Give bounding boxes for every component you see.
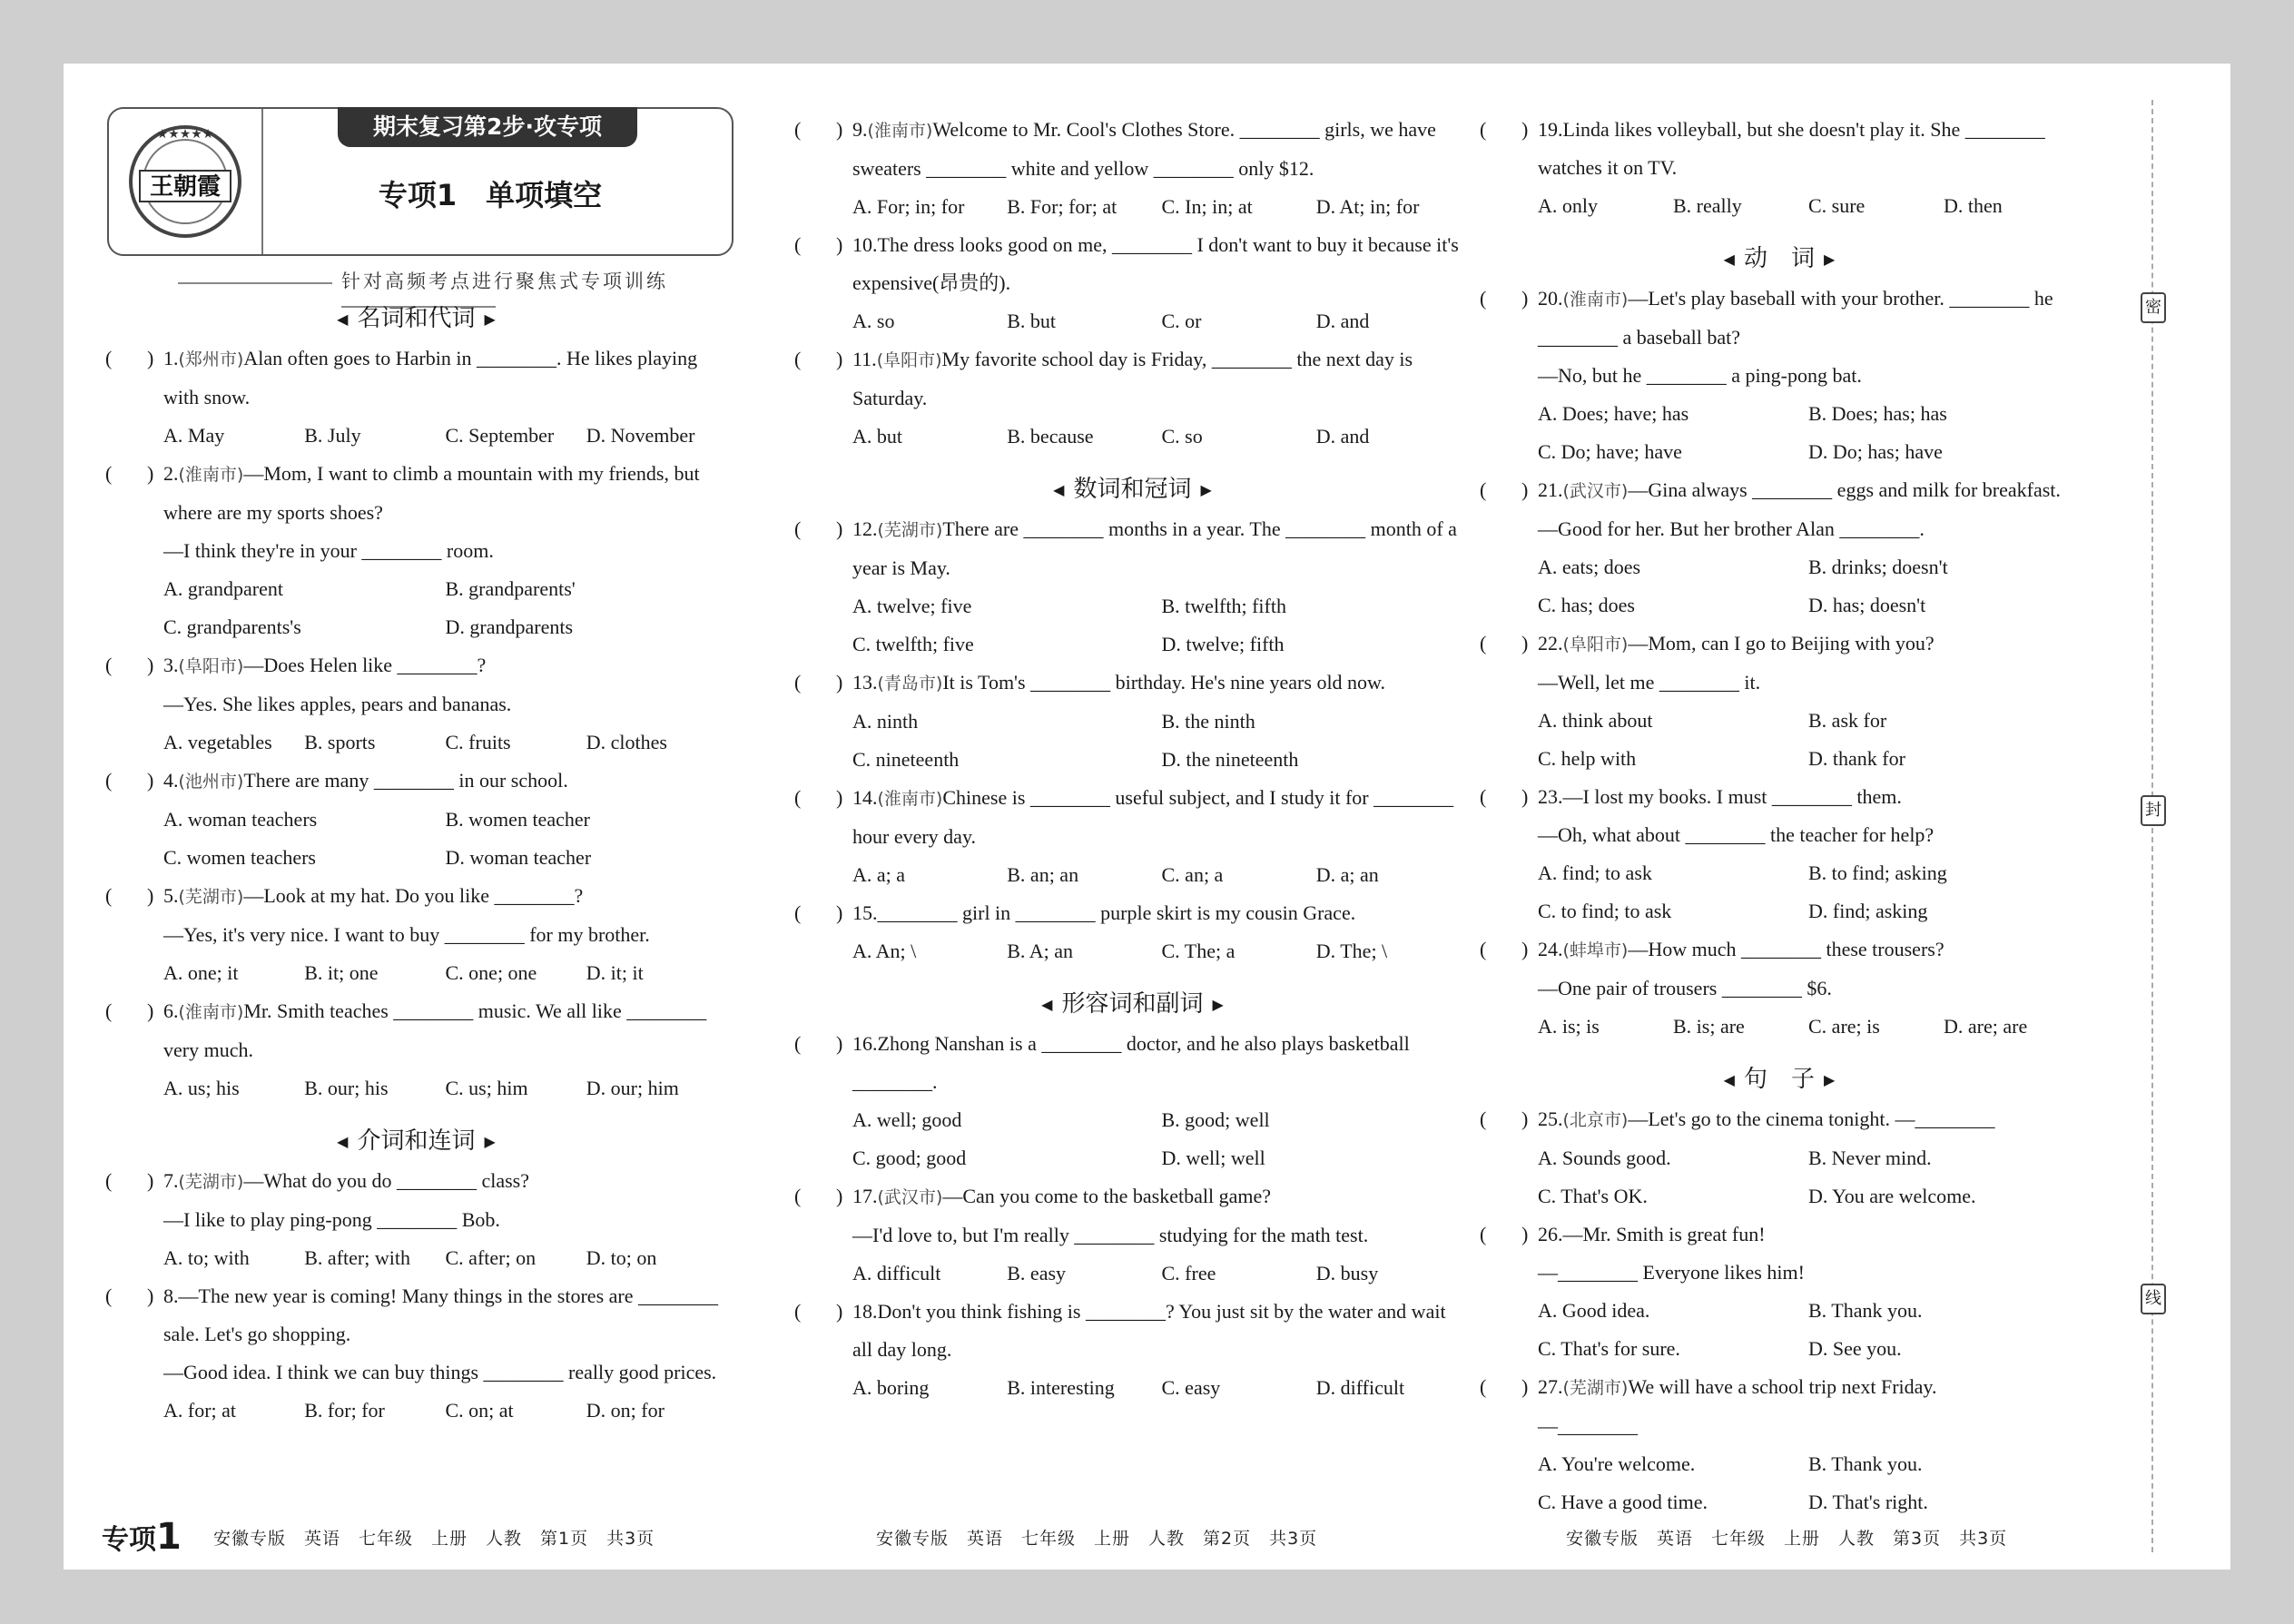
triangle-right-icon: ▶ (1212, 995, 1224, 1013)
option: A. Good idea. (1538, 1299, 1650, 1322)
option: A. so (852, 310, 895, 332)
option: C. or (1161, 310, 1202, 332)
answer-bracket[interactable] (1480, 111, 1534, 149)
option: A. to; with (163, 1246, 250, 1269)
question-22: ( ) 22.(阜阳市)—Mom, can I go to Beijing with you? —Well, let me ________ it. A. think about B. ask for C. help with D. thank for (1480, 625, 2079, 778)
option: B. July (304, 424, 361, 447)
option: B. but (1007, 310, 1057, 332)
topic-title: 专项1 单项填空 (378, 178, 603, 212)
option: D. thank for (1808, 747, 1905, 770)
answer-bracket[interactable] (105, 992, 160, 1030)
answer-bracket[interactable] (1480, 930, 1534, 969)
options (852, 856, 1471, 894)
option: D. well; well (1161, 1147, 1265, 1169)
brand-logo (109, 109, 263, 254)
section-title-noun-pronoun: ◀ 名词和代词 ▶ (337, 305, 496, 332)
options (1538, 854, 2079, 930)
option: B. to find; asking (1808, 861, 1947, 884)
options (852, 418, 1471, 456)
page-footer-1: 安徽专版 英语 七年级 上册 人教 第1页 共3页 (213, 1529, 655, 1549)
option: D. difficult (1315, 1376, 1405, 1399)
option: B. really (1673, 194, 1742, 217)
option: B. an; an (1007, 863, 1079, 886)
page-footer-2: 安徽专版 英语 七年级 上册 人教 第2页 共3页 (876, 1529, 1318, 1549)
logo-text: 王朝霞 (149, 173, 222, 200)
question-18: ( ) 18.Don't you think fishing is ________? You just sit by the water and wait all day long. A. boring B. interesting C. easy D. difficult (794, 1293, 1471, 1407)
option: D. and (1315, 425, 1370, 448)
option: B. our; his (304, 1077, 389, 1099)
triangle-right-icon: ▶ (484, 310, 496, 328)
question-4: ( ) 4.(池州市)There are many ________ in our school. A. woman teachers B. women teacher C. women teachers D. woman teacher (105, 762, 727, 877)
option: C. free (1161, 1262, 1216, 1284)
question-3: ( ) 3.(阜阳市)—Does Helen like ________? —Yes. She likes apples, pears and bananas. A. vegetables B. sports C. fruits D. clothes (105, 646, 727, 762)
section-title-verb: ◀ 动 词 ▶ (1723, 245, 1836, 272)
option: B. sports (304, 731, 376, 753)
option: D. our; him (586, 1077, 679, 1099)
answer-bracket[interactable] (1480, 1216, 1534, 1254)
option: C. fruits (445, 731, 511, 753)
column-left (105, 285, 727, 1430)
answer-bracket[interactable] (794, 664, 849, 702)
option: A. one; it (163, 961, 239, 984)
answer-bracket[interactable] (794, 510, 849, 548)
option: D. You are welcome. (1808, 1185, 1976, 1207)
option: A. May (163, 424, 225, 447)
option: C. easy (1161, 1376, 1221, 1399)
options (852, 587, 1471, 664)
question-23: ( ) 23.—I lost my books. I must ________ them. —Oh, what about ________ the teacher for help? A. find; to ask B. to find; asking C. to find; to ask D. find; asking (1480, 778, 2079, 930)
answer-bracket[interactable] (794, 1177, 849, 1216)
option: D. November (586, 424, 695, 447)
options (852, 703, 1471, 779)
question-6: ( ) 6.(淮南市)Mr. Smith teaches ________ music. We all like ________ very much. A. us; his B. our; his C. us; him D. our; him (105, 992, 727, 1107)
option: D. and (1315, 310, 1370, 332)
options (852, 1255, 1471, 1293)
option: C. September (445, 424, 555, 447)
answer-bracket[interactable] (794, 226, 849, 264)
options (163, 417, 727, 455)
svg-text:★★★★★: ★★★★★ (156, 128, 214, 142)
option: C. help with (1538, 747, 1637, 770)
option: B. interesting (1007, 1376, 1115, 1399)
option: C. are; is (1808, 1015, 1880, 1038)
cut-mark: 封 (2141, 795, 2166, 826)
option: D. At; in; for (1315, 195, 1420, 218)
option: C. us; him (445, 1077, 528, 1099)
option: C. In; in; at (1161, 195, 1253, 218)
option: D. That's right. (1808, 1491, 1928, 1513)
triangle-right-icon: ▶ (1200, 480, 1212, 498)
options (1538, 1008, 2079, 1046)
option: D. clothes (586, 731, 667, 753)
answer-bracket[interactable] (1480, 1100, 1534, 1138)
option: D. the nineteenth (1161, 748, 1299, 771)
question-17: ( ) 17.(武汉市)—Can you come to the basketball game? —I'd love to, but I'm really ________ studying for the math test. A. difficult B. easy C. free D. busy (794, 1177, 1471, 1293)
question-15: ( ) 15.________ girl in ________ purple skirt is my cousin Grace. A. An; \ B. A; an C. The; a D. The; \ (794, 894, 1471, 970)
option: D. See you. (1808, 1337, 1902, 1360)
options (163, 1392, 727, 1430)
header-box (107, 107, 733, 256)
question-16: ( ) 16.Zhong Nanshan is a ________ doctor, and he also plays basketball ________. A. well; good B. good; well C. good; good D. well; well (794, 1025, 1471, 1177)
option: A. An; \ (852, 940, 917, 962)
option: C. That's for sure. (1538, 1337, 1680, 1360)
option: A. for; at (163, 1399, 237, 1422)
options (852, 1101, 1471, 1177)
answer-bracket[interactable] (1480, 280, 1534, 318)
answer-bracket[interactable] (105, 646, 160, 684)
triangle-left-icon: ◀ (1041, 995, 1053, 1013)
option: C. That's OK. (1538, 1185, 1648, 1207)
options (163, 801, 727, 877)
option: A. vegetables (163, 731, 272, 753)
option: C. sure (1808, 194, 1866, 217)
question-11: ( ) 11.(阜阳市)My favorite school day is Friday, ________ the next day is Saturday. A. but B. because C. so D. and (794, 340, 1471, 456)
exam-sheet (64, 64, 2230, 1570)
option: B. after; with (304, 1246, 410, 1269)
option: A. a; a (852, 863, 906, 886)
question-14: ( ) 14.(淮南市)Chinese is ________ useful subject, and I study it for ________ hour every day. A. a; a B. an; an C. an; a D. a; an (794, 779, 1471, 894)
answer-bracket[interactable] (794, 111, 849, 149)
answer-bracket[interactable] (1480, 625, 1534, 663)
answer-bracket[interactable] (1480, 1368, 1534, 1406)
option: C. Have a good time. (1538, 1491, 1708, 1513)
option: B. Thank you. (1808, 1452, 1923, 1475)
options (163, 954, 727, 992)
option: A. well; good (852, 1108, 962, 1131)
options (852, 188, 1471, 226)
question-8: ( ) 8.—The new year is coming! Many things in the stores are ________ sale. Let's go shopping. —Good idea. I think we can buy things ________ really good prices. A. for; at B. for; for C. on; at D. on; for (105, 1277, 727, 1430)
options (852, 932, 1471, 970)
option: C. so (1161, 425, 1203, 448)
options (1538, 187, 2079, 225)
option: B. twelfth; fifth (1161, 595, 1286, 617)
question-25: ( ) 25.(北京市)—Let's go to the cinema tonight. —________ A. Sounds good. B. Never mind. C. That's OK. D. You are welcome. (1480, 1100, 2079, 1216)
answer-bracket[interactable] (794, 1025, 849, 1063)
option: C. to find; to ask (1538, 900, 1672, 922)
option: B. it; one (304, 961, 379, 984)
section-title-num-article: ◀ 数词和冠词 ▶ (1053, 476, 1212, 503)
options (1538, 702, 2079, 778)
question-12: ( ) 12.(芜湖市)There are ________ months in a year. The ________ month of a year is May. A. twelve; five B. twelfth; fifth C. twelfth; five D. twelve; fifth (794, 510, 1471, 664)
options (1538, 1292, 2079, 1368)
option: B. drinks; doesn't (1808, 556, 1948, 578)
option: C. The; a (1161, 940, 1236, 962)
option: B. because (1007, 425, 1094, 448)
option: C. grandparents's (163, 615, 301, 638)
option: B. Does; has; has (1808, 402, 1947, 425)
option: B. Never mind. (1808, 1147, 1932, 1169)
option: C. one; one (445, 961, 537, 984)
option: B. easy (1007, 1262, 1067, 1284)
answer-bracket[interactable] (105, 762, 160, 800)
question-19: ( ) 19.Linda likes volleyball, but she doesn't play it. She ________ watches it on TV. A. only B. really C. sure D. then (1480, 111, 2079, 225)
answer-bracket[interactable] (794, 340, 849, 379)
question-21: ( ) 21.(武汉市)—Gina always ________ eggs and milk for breakfast. —Good for her. But her brother Alan ________. A. eats; does B. drinks; doesn't C. has; does D. has; doesn't (1480, 471, 2079, 625)
question-24: ( ) 24.(蚌埠市)—How much ________ these trousers? —One pair of trousers ________ $6. A. is; is B. is; are C. are; is D. are; are (1480, 930, 2079, 1046)
option: B. the ninth (1161, 710, 1255, 733)
option: D. twelve; fifth (1161, 633, 1285, 655)
question-5: ( ) 5.(芜湖市)—Look at my hat. Do you like ________? —Yes, it's very nice. I want to buy ________ for my brother. A. one; it B. it; one C. one; one D. it; it (105, 877, 727, 992)
option: D. busy (1315, 1262, 1379, 1284)
subtitle: 针对高频考点进行聚焦式专项训练 (107, 267, 730, 317)
options (852, 302, 1471, 340)
triangle-left-icon: ◀ (1053, 480, 1065, 498)
option: A. Does; have; has (1538, 402, 1689, 425)
option: B. is; are (1673, 1015, 1745, 1038)
option: C. nineteenth (852, 748, 960, 771)
step-banner: 期末复习第2步·攻专项 (338, 107, 637, 147)
triangle-right-icon: ▶ (1824, 1070, 1836, 1088)
question-13: ( ) 13.(青岛市)It is Tom's ________ birthday. He's nine years old now. A. ninth B. the ninth C. nineteenth D. the nineteenth (794, 664, 1471, 779)
triangle-left-icon: ◀ (1723, 1070, 1735, 1088)
option: D. it; it (586, 961, 644, 984)
section-title-prep-conj: ◀ 介词和连词 ▶ (337, 1127, 496, 1155)
cut-mark: 线 (2141, 1284, 2166, 1314)
question-1: ( ) 1.(郑州市)Alan often goes to Harbin in ________. He likes playing with snow. A. May B. July C. September D. November (105, 340, 727, 455)
option: B. Thank you. (1808, 1299, 1923, 1322)
option: B. ask for (1808, 709, 1887, 732)
option: D. grandparents (445, 615, 574, 638)
option: B. grandparents' (445, 577, 576, 600)
triangle-left-icon: ◀ (337, 1132, 349, 1150)
option: C. on; at (445, 1399, 514, 1422)
option: B. good; well (1161, 1108, 1270, 1131)
column-right (1480, 111, 2079, 1521)
option: C. after; on (445, 1246, 537, 1269)
option: A. think about (1538, 709, 1653, 732)
column-middle (794, 111, 1471, 1407)
answer-bracket[interactable] (105, 455, 160, 493)
question-7: ( ) 7.(芜湖市)—What do you do ________ class? —I like to play ping-pong ________ Bob. A. to; with B. after; with C. after; on D. to; on (105, 1162, 727, 1277)
option: A. For; in; for (852, 195, 965, 218)
options (163, 723, 727, 762)
question-9: ( ) 9.(淮南市)Welcome to Mr. Cool's Clothes Store. ________ girls, we have sweaters ________ white and yellow ________ only $12. A. For; in; for B. For; for; at C. In; in; at D. At; in; for (794, 111, 1471, 226)
option: A. woman teachers (163, 808, 318, 831)
answer-bracket[interactable] (105, 1277, 160, 1315)
answer-bracket[interactable] (105, 877, 160, 915)
option: D. The; \ (1315, 940, 1388, 962)
option: A. only (1538, 194, 1598, 217)
option: B. for; for (304, 1399, 385, 1422)
question-26: ( ) 26.—Mr. Smith is great fun! —________ Everyone likes him! A. Good idea. B. Thank you. C. That's for sure. D. See you. (1480, 1216, 2079, 1368)
options (163, 570, 727, 646)
triangle-left-icon: ◀ (1723, 250, 1735, 268)
option: A. difficult (852, 1262, 941, 1284)
section-title-adj-adv: ◀ 形容词和副词 ▶ (1041, 990, 1224, 1018)
triangle-right-icon: ▶ (484, 1132, 496, 1150)
option: A. boring (852, 1376, 930, 1399)
option: B. A; an (1007, 940, 1073, 962)
option: C. an; a (1161, 863, 1224, 886)
answer-bracket[interactable] (794, 894, 849, 932)
question-27: ( ) 27.(芜湖市)We will have a school trip next Friday. —________ A. You're welcome. B. Thank you. C. Have a good time. D. That's right. (1480, 1368, 2079, 1521)
option: C. has; does (1538, 594, 1635, 616)
question-10: ( ) 10.The dress looks good on me, ________ I don't want to buy it because it's expensive(昂贵的). A. so B. but C. or D. and (794, 226, 1471, 340)
option: C. good; good (852, 1147, 967, 1169)
option: A. is; is (1538, 1015, 1600, 1038)
answer-bracket[interactable] (1480, 471, 1534, 509)
cut-mark: 密 (2141, 292, 2166, 323)
option: A. Sounds good. (1538, 1147, 1671, 1169)
answer-bracket[interactable] (794, 779, 849, 817)
triangle-left-icon: ◀ (337, 310, 349, 328)
option: A. You're welcome. (1538, 1452, 1696, 1475)
options (1538, 1139, 2079, 1216)
option: C. Do; have; have (1538, 440, 1682, 463)
answer-bracket[interactable] (794, 1293, 849, 1331)
options (1538, 548, 2079, 625)
question-20: ( ) 20.(淮南市)—Let's play baseball with your brother. ________ he ________ a baseball bat? —No, but he ________ a ping-pong bat. A. Does; have; has B. Does; has; has C. Do; have; have D. Do; has; have (1480, 280, 2079, 471)
option: D. has; doesn't (1808, 594, 1926, 616)
option: B. women teacher (445, 808, 590, 831)
option: A. grandparent (163, 577, 283, 600)
triangle-right-icon: ▶ (1824, 250, 1836, 268)
option: A. find; to ask (1538, 861, 1652, 884)
option: D. to; on (586, 1246, 657, 1269)
option: C. twelfth; five (852, 633, 974, 655)
options (1538, 395, 2079, 471)
answer-bracket[interactable] (1480, 778, 1534, 816)
option: A. eats; does (1538, 556, 1641, 578)
option: B. For; for; at (1007, 195, 1117, 218)
option: A. but (852, 425, 902, 448)
option: D. then (1944, 194, 2003, 217)
topic-tag: 专项1 (102, 1516, 182, 1558)
option: A. twelve; five (852, 595, 972, 617)
options (163, 1069, 727, 1107)
option: A. us; his (163, 1077, 240, 1099)
answer-bracket[interactable] (105, 1162, 160, 1200)
option: D. woman teacher (445, 846, 592, 869)
option: C. women teachers (163, 846, 316, 869)
page-footer-3: 安徽专版 英语 七年级 上册 人教 第3页 共3页 (1566, 1529, 2008, 1549)
option: A. ninth (852, 710, 919, 733)
option: D. are; are (1944, 1015, 2028, 1038)
options (1538, 1445, 2079, 1521)
option: D. a; an (1315, 863, 1379, 886)
option: D. find; asking (1808, 900, 1928, 922)
logo-emblem-icon (122, 118, 249, 245)
answer-bracket[interactable] (105, 340, 160, 378)
section-title-sentence: ◀ 句 子 ▶ (1723, 1066, 1836, 1093)
option: D. Do; has; have (1808, 440, 1943, 463)
question-2: ( ) 2.(淮南市)—Mom, I want to climb a mountain with my friends, but where are my sports shoes? —I think they're in your ________ room. A. grandparent B. grandparents' C. grandparents's D. grandparents (105, 455, 727, 646)
option: D. on; for (586, 1399, 665, 1422)
options (163, 1239, 727, 1277)
options (852, 1369, 1471, 1407)
